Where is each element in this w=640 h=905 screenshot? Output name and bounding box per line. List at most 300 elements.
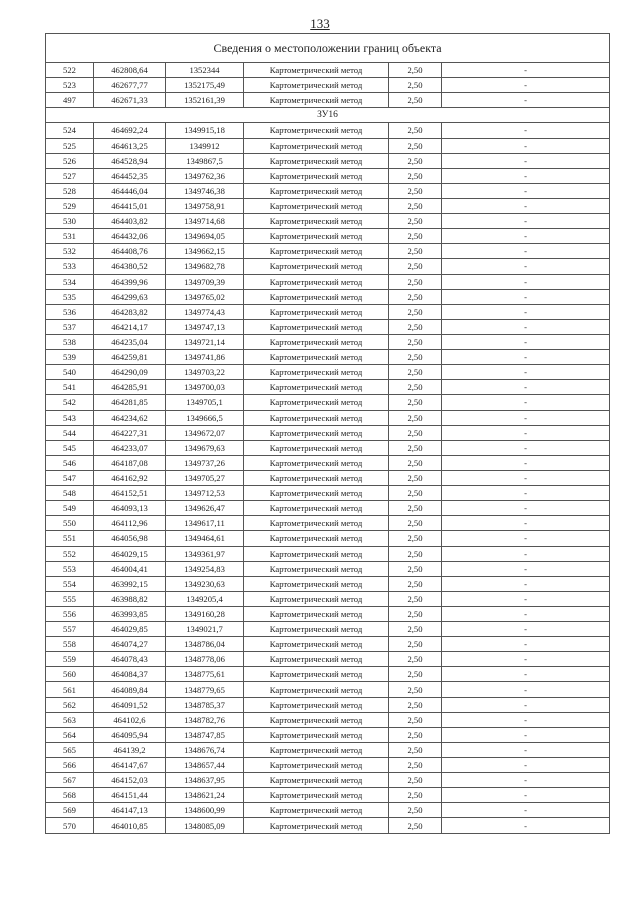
method-cell: Картометрический метод — [244, 244, 389, 259]
point-number-cell: 523 — [46, 78, 94, 93]
page-number: 133 — [310, 16, 330, 31]
method-cell: Картометрический метод — [244, 652, 389, 667]
accuracy-cell: 2,50 — [389, 667, 442, 682]
coord-y-cell: 1349666,5 — [166, 410, 244, 425]
table-row — [46, 350, 610, 365]
point-number-cell: 554 — [46, 576, 94, 591]
accuracy-cell: 2,50 — [389, 93, 442, 108]
coord-x-cell: 463993,85 — [94, 606, 166, 621]
point-number-cell: 528 — [46, 183, 94, 198]
coord-x-cell: 464234,62 — [94, 410, 166, 425]
description-cell: - — [442, 818, 610, 833]
method-cell: Картометрический метод — [244, 410, 389, 425]
accuracy-cell: 2,50 — [389, 576, 442, 591]
coord-x-cell: 464285,91 — [94, 380, 166, 395]
coord-y-cell: 1349617,11 — [166, 516, 244, 531]
table-row — [46, 123, 610, 138]
accuracy-cell: 2,50 — [389, 365, 442, 380]
description-cell: - — [442, 350, 610, 365]
coord-x-cell: 464152,51 — [94, 486, 166, 501]
method-cell: Картометрический метод — [244, 546, 389, 561]
description-cell: - — [442, 425, 610, 440]
coord-x-cell: 464102,6 — [94, 712, 166, 727]
point-number-cell: 524 — [46, 123, 94, 138]
coord-y-cell: 1348600,99 — [166, 803, 244, 818]
coord-y-cell: 1348676,74 — [166, 742, 244, 757]
description-cell: - — [442, 183, 610, 198]
point-number-cell: 563 — [46, 712, 94, 727]
table-row — [46, 773, 610, 788]
method-cell: Картометрический метод — [244, 350, 389, 365]
point-number-cell: 527 — [46, 168, 94, 183]
coord-x-cell: 464095,94 — [94, 727, 166, 742]
coord-y-cell: 1349714,68 — [166, 214, 244, 229]
point-number-cell: 568 — [46, 788, 94, 803]
method-cell: Картометрический метод — [244, 440, 389, 455]
accuracy-cell: 2,50 — [389, 244, 442, 259]
accuracy-cell: 2,50 — [389, 334, 442, 349]
description-cell: - — [442, 758, 610, 773]
description-cell: - — [442, 561, 610, 576]
accuracy-cell: 2,50 — [389, 63, 442, 78]
coord-y-cell: 1349672,07 — [166, 425, 244, 440]
table-row — [46, 455, 610, 470]
description-cell: - — [442, 803, 610, 818]
description-cell: - — [442, 576, 610, 591]
table-row — [46, 334, 610, 349]
description-cell: - — [442, 682, 610, 697]
coord-y-cell: 1349254,83 — [166, 561, 244, 576]
description-cell: - — [442, 93, 610, 108]
table-row — [46, 274, 610, 289]
point-number-cell: 569 — [46, 803, 94, 818]
accuracy-cell: 2,50 — [389, 198, 442, 213]
table-row — [46, 531, 610, 546]
table-row — [46, 410, 610, 425]
coord-y-cell: 1348747,85 — [166, 727, 244, 742]
table-row — [46, 198, 610, 213]
method-cell: Картометрический метод — [244, 289, 389, 304]
method-cell: Картометрический метод — [244, 470, 389, 485]
coord-y-cell: 1349694,05 — [166, 229, 244, 244]
method-cell: Картометрический метод — [244, 380, 389, 395]
method-cell: Картометрический метод — [244, 712, 389, 727]
table-row — [46, 259, 610, 274]
description-cell: - — [442, 516, 610, 531]
table-row — [46, 470, 610, 485]
description-cell: - — [442, 244, 610, 259]
coord-y-cell: 1349705,1 — [166, 395, 244, 410]
method-cell: Картометрический метод — [244, 667, 389, 682]
coord-y-cell: 1352161,39 — [166, 93, 244, 108]
point-number-cell: 541 — [46, 380, 94, 395]
method-cell: Картометрический метод — [244, 622, 389, 637]
table-row — [46, 63, 610, 78]
coord-y-cell: 1349160,28 — [166, 606, 244, 621]
method-cell: Картометрический метод — [244, 183, 389, 198]
table-row — [46, 576, 610, 591]
coord-x-cell: 464259,81 — [94, 350, 166, 365]
method-cell: Картометрический метод — [244, 78, 389, 93]
coord-y-cell: 1349915,18 — [166, 123, 244, 138]
coord-x-cell: 464187,08 — [94, 455, 166, 470]
point-number-cell: 537 — [46, 319, 94, 334]
point-number-cell: 555 — [46, 591, 94, 606]
point-number-cell: 559 — [46, 652, 94, 667]
accuracy-cell: 2,50 — [389, 395, 442, 410]
method-cell: Картометрический метод — [244, 606, 389, 621]
method-cell: Картометрический метод — [244, 229, 389, 244]
coord-x-cell: 464299,63 — [94, 289, 166, 304]
coord-y-cell: 1349912 — [166, 138, 244, 153]
description-cell: - — [442, 395, 610, 410]
method-cell: Картометрический метод — [244, 334, 389, 349]
description-cell: - — [442, 742, 610, 757]
accuracy-cell: 2,50 — [389, 516, 442, 531]
method-cell: Картометрический метод — [244, 259, 389, 274]
coord-x-cell: 464147,13 — [94, 803, 166, 818]
table-row — [46, 93, 610, 108]
description-cell: - — [442, 214, 610, 229]
coord-x-cell: 464112,96 — [94, 516, 166, 531]
coord-x-cell: 464214,17 — [94, 319, 166, 334]
table-row — [46, 758, 610, 773]
coord-x-cell: 462677,77 — [94, 78, 166, 93]
method-cell: Картометрический метод — [244, 274, 389, 289]
table-row — [46, 803, 610, 818]
point-number-cell: 558 — [46, 637, 94, 652]
point-number-cell: 522 — [46, 63, 94, 78]
table-row — [46, 591, 610, 606]
description-cell: - — [442, 501, 610, 516]
description-cell: - — [442, 410, 610, 425]
coord-y-cell: 1349721,14 — [166, 334, 244, 349]
table-row — [46, 138, 610, 153]
coord-x-cell: 464139,2 — [94, 742, 166, 757]
coord-y-cell: 1349700,03 — [166, 380, 244, 395]
coord-x-cell: 464452,35 — [94, 168, 166, 183]
point-number-cell: 530 — [46, 214, 94, 229]
table-row — [46, 319, 610, 334]
coord-x-cell: 464415,01 — [94, 198, 166, 213]
table-row — [46, 289, 610, 304]
description-cell: - — [442, 652, 610, 667]
table-row — [46, 606, 610, 621]
point-number-cell: 566 — [46, 758, 94, 773]
description-cell: - — [442, 546, 610, 561]
coord-y-cell: 1349867,5 — [166, 153, 244, 168]
accuracy-cell: 2,50 — [389, 214, 442, 229]
point-number-cell: 560 — [46, 667, 94, 682]
point-number-cell: 551 — [46, 531, 94, 546]
description-cell: - — [442, 486, 610, 501]
table-body — [46, 34, 610, 834]
accuracy-cell: 2,50 — [389, 425, 442, 440]
coord-x-cell: 464283,82 — [94, 304, 166, 319]
description-cell: - — [442, 365, 610, 380]
coord-x-cell: 464233,07 — [94, 440, 166, 455]
method-cell: Картометрический метод — [244, 501, 389, 516]
coord-y-cell: 1349737,26 — [166, 455, 244, 470]
description-cell: - — [442, 455, 610, 470]
description-cell: - — [442, 470, 610, 485]
method-cell: Картометрический метод — [244, 758, 389, 773]
point-number-cell: 534 — [46, 274, 94, 289]
description-cell: - — [442, 123, 610, 138]
method-cell: Картометрический метод — [244, 561, 389, 576]
coord-x-cell: 462671,33 — [94, 93, 166, 108]
coord-y-cell: 1348782,76 — [166, 712, 244, 727]
coord-y-cell: 1349746,38 — [166, 183, 244, 198]
point-number-cell: 532 — [46, 244, 94, 259]
accuracy-cell: 2,50 — [389, 606, 442, 621]
coord-x-cell: 464089,84 — [94, 682, 166, 697]
coord-x-cell: 464078,43 — [94, 652, 166, 667]
method-cell: Картометрический метод — [244, 395, 389, 410]
coord-x-cell: 464281,85 — [94, 395, 166, 410]
description-cell: - — [442, 229, 610, 244]
method-cell: Картометрический метод — [244, 198, 389, 213]
coord-y-cell: 1349765,02 — [166, 289, 244, 304]
description-cell: - — [442, 531, 610, 546]
accuracy-cell: 2,50 — [389, 350, 442, 365]
coord-x-cell: 464380,52 — [94, 259, 166, 274]
accuracy-cell: 2,50 — [389, 531, 442, 546]
coord-x-cell: 464147,67 — [94, 758, 166, 773]
method-cell: Картометрический метод — [244, 803, 389, 818]
accuracy-cell: 2,50 — [389, 818, 442, 833]
table-row — [46, 561, 610, 576]
description-cell: - — [442, 606, 610, 621]
point-number-cell: 562 — [46, 697, 94, 712]
point-number-cell: 543 — [46, 410, 94, 425]
method-cell: Картометрический метод — [244, 742, 389, 757]
coord-y-cell: 1349361,97 — [166, 546, 244, 561]
table-row — [46, 229, 610, 244]
method-cell: Картометрический метод — [244, 486, 389, 501]
accuracy-cell: 2,50 — [389, 289, 442, 304]
description-cell: - — [442, 727, 610, 742]
table-caption-row — [46, 34, 610, 63]
description-cell: - — [442, 697, 610, 712]
coord-x-cell: 464235,04 — [94, 334, 166, 349]
accuracy-cell: 2,50 — [389, 455, 442, 470]
coord-x-cell: 464613,25 — [94, 138, 166, 153]
coord-y-cell: 1348085,09 — [166, 818, 244, 833]
coord-x-cell: 464004,41 — [94, 561, 166, 576]
coord-y-cell: 1349747,13 — [166, 319, 244, 334]
accuracy-cell: 2,50 — [389, 727, 442, 742]
description-cell: - — [442, 289, 610, 304]
table-row — [46, 78, 610, 93]
point-number-cell: 538 — [46, 334, 94, 349]
point-number-cell: 536 — [46, 304, 94, 319]
coord-x-cell: 464151,44 — [94, 788, 166, 803]
accuracy-cell: 2,50 — [389, 123, 442, 138]
accuracy-cell: 2,50 — [389, 440, 442, 455]
method-cell: Картометрический метод — [244, 682, 389, 697]
accuracy-cell: 2,50 — [389, 304, 442, 319]
accuracy-cell: 2,50 — [389, 682, 442, 697]
coord-x-cell: 464093,13 — [94, 501, 166, 516]
point-number-cell: 526 — [46, 153, 94, 168]
coord-x-cell: 464692,24 — [94, 123, 166, 138]
coord-x-cell: 464446,04 — [94, 183, 166, 198]
table-row — [46, 440, 610, 455]
coord-y-cell: 1349464,61 — [166, 531, 244, 546]
accuracy-cell: 2,50 — [389, 168, 442, 183]
coord-y-cell: 1349703,22 — [166, 365, 244, 380]
coord-y-cell: 1349741,86 — [166, 350, 244, 365]
point-number-cell: 557 — [46, 622, 94, 637]
accuracy-cell: 2,50 — [389, 561, 442, 576]
coord-x-cell: 464408,76 — [94, 244, 166, 259]
description-cell: - — [442, 591, 610, 606]
method-cell: Картометрический метод — [244, 214, 389, 229]
method-cell: Картометрический метод — [244, 773, 389, 788]
coord-x-cell: 464010,85 — [94, 818, 166, 833]
method-cell: Картометрический метод — [244, 63, 389, 78]
coord-x-cell: 464432,06 — [94, 229, 166, 244]
description-cell: - — [442, 319, 610, 334]
accuracy-cell: 2,50 — [389, 742, 442, 757]
table-row — [46, 214, 610, 229]
accuracy-cell: 2,50 — [389, 591, 442, 606]
table-row — [46, 622, 610, 637]
accuracy-cell: 2,50 — [389, 546, 442, 561]
method-cell: Картометрический метод — [244, 591, 389, 606]
point-number-cell: 531 — [46, 229, 94, 244]
coord-y-cell: 1348785,37 — [166, 697, 244, 712]
description-cell: - — [442, 153, 610, 168]
table-row — [46, 395, 610, 410]
point-number-cell: 552 — [46, 546, 94, 561]
coord-x-cell: 464029,15 — [94, 546, 166, 561]
point-number-cell: 561 — [46, 682, 94, 697]
accuracy-cell: 2,50 — [389, 78, 442, 93]
coord-x-cell: 464152,03 — [94, 773, 166, 788]
coord-y-cell: 1352344 — [166, 63, 244, 78]
description-cell: - — [442, 380, 610, 395]
point-number-cell: 529 — [46, 198, 94, 213]
method-cell: Картометрический метод — [244, 138, 389, 153]
point-number-cell: 550 — [46, 516, 94, 531]
accuracy-cell: 2,50 — [389, 153, 442, 168]
accuracy-cell: 2,50 — [389, 138, 442, 153]
table-row — [46, 486, 610, 501]
accuracy-cell: 2,50 — [389, 697, 442, 712]
accuracy-cell: 2,50 — [389, 380, 442, 395]
description-cell: - — [442, 198, 610, 213]
coord-y-cell: 1349762,36 — [166, 168, 244, 183]
table-row — [46, 742, 610, 757]
coord-x-cell: 464399,96 — [94, 274, 166, 289]
accuracy-cell: 2,50 — [389, 259, 442, 274]
method-cell: Картометрический метод — [244, 123, 389, 138]
point-number-cell: 533 — [46, 259, 94, 274]
coord-y-cell: 1349230,63 — [166, 576, 244, 591]
method-cell: Картометрический метод — [244, 455, 389, 470]
point-number-cell: 535 — [46, 289, 94, 304]
coord-x-cell: 464227,31 — [94, 425, 166, 440]
method-cell: Картометрический метод — [244, 153, 389, 168]
description-cell: - — [442, 138, 610, 153]
accuracy-cell: 2,50 — [389, 319, 442, 334]
description-cell: - — [442, 637, 610, 652]
coord-y-cell: 1349774,43 — [166, 304, 244, 319]
description-cell: - — [442, 78, 610, 93]
table-row — [46, 682, 610, 697]
coord-x-cell: 464528,94 — [94, 153, 166, 168]
accuracy-cell: 2,50 — [389, 229, 442, 244]
table-row — [46, 153, 610, 168]
method-cell: Картометрический метод — [244, 365, 389, 380]
method-cell: Картометрический метод — [244, 727, 389, 742]
coord-y-cell: 1348775,61 — [166, 667, 244, 682]
point-number-cell: 570 — [46, 818, 94, 833]
description-cell: - — [442, 773, 610, 788]
coord-x-cell: 463988,82 — [94, 591, 166, 606]
table-row — [46, 637, 610, 652]
coord-y-cell: 1352175,49 — [166, 78, 244, 93]
description-cell: - — [442, 440, 610, 455]
coord-x-cell: 463992,15 — [94, 576, 166, 591]
coord-y-cell: 1349679,63 — [166, 440, 244, 455]
coord-x-cell: 464403,82 — [94, 214, 166, 229]
coord-y-cell: 1349705,27 — [166, 470, 244, 485]
accuracy-cell: 2,50 — [389, 274, 442, 289]
table-row — [46, 365, 610, 380]
table-row — [46, 697, 610, 712]
accuracy-cell: 2,50 — [389, 758, 442, 773]
point-number-cell: 542 — [46, 395, 94, 410]
coord-y-cell: 1348778,06 — [166, 652, 244, 667]
description-cell: - — [442, 63, 610, 78]
description-cell: - — [442, 712, 610, 727]
accuracy-cell: 2,50 — [389, 788, 442, 803]
coord-y-cell: 1349709,39 — [166, 274, 244, 289]
description-cell: - — [442, 304, 610, 319]
point-number-cell: 547 — [46, 470, 94, 485]
accuracy-cell: 2,50 — [389, 410, 442, 425]
table-row — [46, 727, 610, 742]
method-cell: Картометрический метод — [244, 637, 389, 652]
accuracy-cell: 2,50 — [389, 712, 442, 727]
coord-y-cell: 1348637,95 — [166, 773, 244, 788]
coord-y-cell: 1348786,04 — [166, 637, 244, 652]
description-cell: - — [442, 259, 610, 274]
coord-y-cell: 1349712,53 — [166, 486, 244, 501]
table-row — [46, 380, 610, 395]
description-cell: - — [442, 168, 610, 183]
description-cell: - — [442, 274, 610, 289]
section-label: ЗУ16 — [46, 108, 610, 123]
method-cell: Картометрический метод — [244, 818, 389, 833]
coord-y-cell: 1349021,7 — [166, 622, 244, 637]
coord-x-cell: 464091,52 — [94, 697, 166, 712]
table-row — [46, 168, 610, 183]
accuracy-cell: 2,50 — [389, 501, 442, 516]
method-cell: Картометрический метод — [244, 304, 389, 319]
table-row — [46, 652, 610, 667]
description-cell: - — [442, 334, 610, 349]
coord-y-cell: 1349662,15 — [166, 244, 244, 259]
coord-y-cell: 1348621,24 — [166, 788, 244, 803]
accuracy-cell: 2,50 — [389, 622, 442, 637]
point-number-cell: 545 — [46, 440, 94, 455]
point-number-cell: 549 — [46, 501, 94, 516]
table-row — [46, 244, 610, 259]
